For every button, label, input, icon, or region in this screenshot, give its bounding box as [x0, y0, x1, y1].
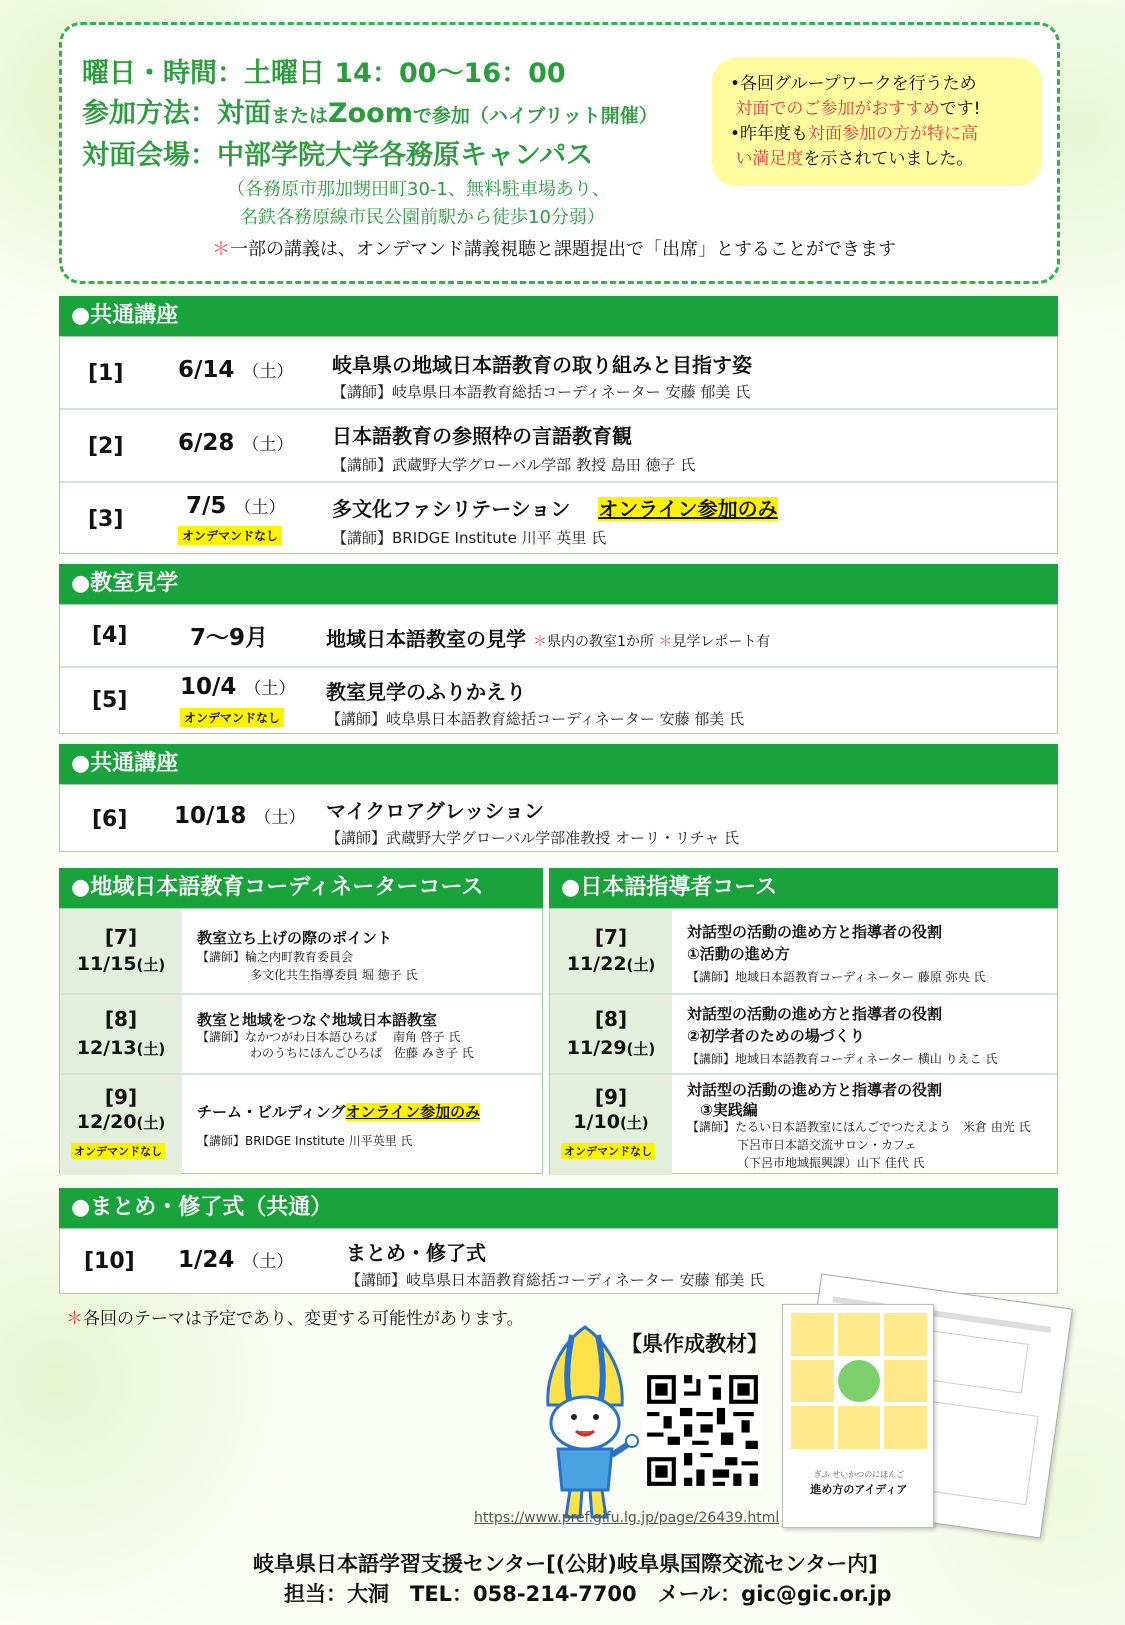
no-on-demand-badge: オンデマンドなし [178, 526, 282, 545]
venue-line: 対面会場：中部学院大学各務原キャンパス [82, 140, 594, 171]
contact-info: 担当：大洞 TEL：058-214-7700 メール：gic@gic.or.jp [284, 1582, 892, 1606]
table-row: [9] 12/20(土) オンデマンドなし チーム・ビルディングオンライン参加のみ 【講師】BRIDGE Institute 川平英里 氏 [60, 1075, 542, 1175]
section-visit [59, 604, 1058, 734]
booklet-cover: ぎふ せいかつのにほんご 進め方のアイディア [782, 1304, 934, 1528]
section-common-1 [59, 336, 1058, 554]
participation-line: 参加方法：対面またはZoomで参加（ハイブリット開催） [82, 98, 658, 129]
online-only-badge: オンライン参加のみ [345, 1103, 481, 1121]
schedule-disclaimer: ＊各回のテーマは予定であり、変更する可能性があります。 [66, 1309, 524, 1329]
no-on-demand-badge: オンデマンドなし [71, 1143, 165, 1159]
coordinator-course-table [59, 908, 543, 1174]
table-row: [3] 7/5 （土） オンデマンドなし 多文化ファシリテーション オンライン参加のみ 【講師】BRIDGE Institute 川平 英里 氏 [88, 493, 778, 547]
on-demand-note: ＊一部の講義は、オンデマンド講義視聴と課題提出で「出席」とすることができます [212, 239, 896, 260]
table-row: [8] 12/13(土) 教室と地域をつなぐ地域日本語教室 【講師】なかつがわ日本語ひろば 南角 啓子 氏 わのうちにほんごひろば 佐藤 みき子 氏 [60, 995, 542, 1075]
asterisk-icon: ＊ [66, 1309, 83, 1329]
table-row: [9] 1/10(土) オンデマンドなし 対話型の活動の進め方と指導者の役割 ③実践編 【講師】たるい日本語教室にほんごでつたえよう 米倉 由光 氏 下呂市日本語交流サロン・カフェ （下呂市地域振興課）山下 佳代 氏 [550, 1075, 1057, 1175]
materials-booklet [782, 1290, 1072, 1535]
asterisk-icon: ＊ [212, 239, 230, 260]
section-common-2 [59, 784, 1058, 852]
venue-address-2: 名鉄各務原線市民公園前駅から徒歩10分弱） [240, 207, 605, 228]
table-row: [4] 7～9月 地域日本語教室の見学 ＊県内の教室1か所 ＊見学レポート有 [60, 605, 1057, 668]
table-row: [10] 1/24 （土） まとめ・修了式 【講師】岐阜県日本語教育総括コーディネーター 安藤 郁美 氏 [84, 1241, 765, 1289]
recommendation-bubble: •各回グループワークを行うため 対面でのご参加がおすすめです! •昨年度も対面参加の方が特に高 い満足度を示されていました。 [712, 58, 1042, 186]
table-row: [2] 6/28 （土） 日本語教育の参照枠の言語教育観 【講師】武蔵野大学グローバル学部 教授 島田 徳子 氏 [60, 410, 1057, 483]
section-header-summary: ●まとめ・修了式（共通） [59, 1188, 1058, 1228]
schedule-line: 曜日・時間：土曜日 14：00～16：00 [82, 58, 566, 89]
table-row: [7] 11/15(土) 教室立ち上げの際のポイント 【講師】輪之内町教育委員会 多文化共生指導委員 堀 徳子 氏 [60, 909, 542, 995]
section-header-teacher-course: ●日本語指導者コース [549, 868, 1058, 908]
table-row: [5] 10/4 （土） オンデマンドなし 教室見学のふりかえり 【講師】岐阜県日本語教育総括コーディネーター 安藤 郁美 氏 [92, 674, 745, 728]
section-header-visit: ●教室見学 [59, 564, 1058, 604]
info-box [59, 22, 1060, 284]
section-summary [59, 1228, 1058, 1294]
table-row: [8] 11/29(土) 対話型の活動の進め方と指導者の役割 ②初学者のための場づくり 【講師】地域日本語教育コーディネーター 横山 りえこ 氏 [550, 995, 1057, 1075]
venue-address-1: （各務原市那加甥田町30-1、無料駐車場あり、 [227, 179, 610, 200]
table-row: [1] 6/14 （土） 岐阜県の地域日本語教育の取り組みと目指す姿 【講師】岐阜県日本語教育総括コーディネーター 安藤 郁美 氏 [60, 337, 1057, 410]
section-header-common-1: ●共通講座 [59, 296, 1058, 336]
section-header-coordinator-course: ●地域日本語教育コーディネーターコース [59, 868, 543, 908]
section-header-common-2: ●共通講座 [59, 744, 1058, 784]
teacher-course-table [549, 908, 1058, 1174]
no-on-demand-badge: オンデマンドなし [180, 708, 284, 727]
qr-code-icon[interactable] [643, 1371, 762, 1490]
materials-link[interactable]: https://www.pref.gifu.lg.jp/page/26439.html [474, 1510, 780, 1526]
table-row: [7] 11/22(土) 対話型の活動の進め方と指導者の役割 ①活動の進め方 【講師】地域日本語教育コーディネーター 藤原 弥央 氏 [550, 909, 1057, 995]
online-only-badge: オンライン参加のみ [598, 497, 778, 521]
organization-name: 岐阜県日本語学習支援センター[(公財)岐阜県国際交流センター内] [253, 1552, 878, 1576]
no-on-demand-badge: オンデマンドなし [561, 1143, 655, 1159]
table-row: [6] 10/18 （土） マイクロアグレッション 【講師】武蔵野大学グローバル学部准教授 オーリ・リチャ 氏 [92, 799, 740, 847]
materials-title: 【県作成教材】 [621, 1332, 768, 1356]
